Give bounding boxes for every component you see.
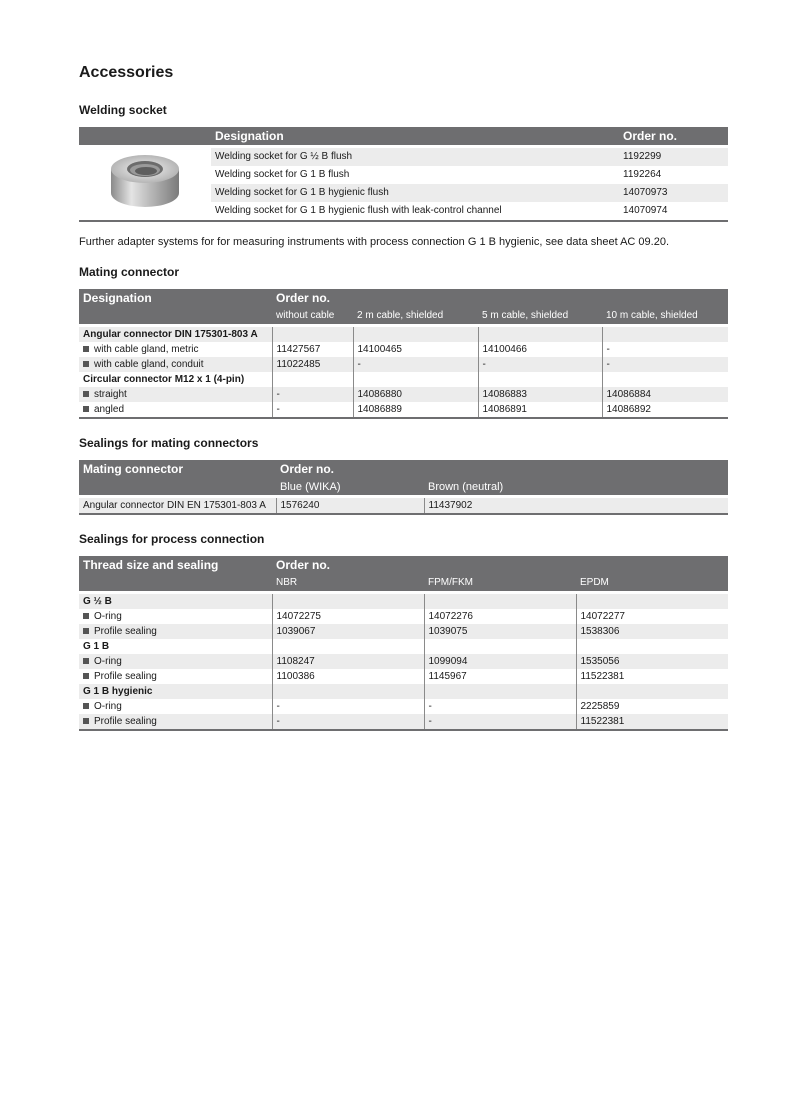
table-row: with cable gland, conduit 11022485 - - - (79, 357, 728, 372)
designation-header: Designation (79, 289, 272, 307)
bullet-icon (83, 406, 89, 412)
order-no-header: Order no. (619, 127, 728, 145)
image-header-cell (79, 127, 211, 145)
bullet-icon (83, 346, 89, 352)
group-row: G ½ B (79, 594, 728, 609)
table-row: Welding socket for G 1 B flush 1192264 (215, 169, 662, 180)
table-row: Welding socket for G 1 B hygienic flush with leak-control channel 14070974 (215, 205, 668, 216)
order-no-header: Order no. (276, 460, 728, 478)
mating-connector-heading: Mating connector (79, 265, 180, 279)
group-row: G 1 B hygienic (79, 684, 728, 699)
mating-connector-header: Mating connector (79, 460, 276, 478)
table-row: Angular connector DIN EN 175301-803 A 1576240 11437902 (79, 498, 728, 514)
table-row: Profile sealing 1100386 1145967 11522381 (79, 669, 728, 684)
table-row: O-ring 1108247 1099094 1535056 (79, 654, 728, 669)
group-row: Angular connector DIN 175301-803 A (79, 327, 728, 342)
bullet-icon (83, 361, 89, 367)
table-row: Profile sealing 1039067 1039075 1538306 (79, 624, 728, 639)
bullet-icon (83, 391, 89, 397)
group-row: G 1 B (79, 639, 728, 654)
welding-socket-table (79, 127, 728, 222)
sealings-process-table: Thread size and sealing Order no. NBR FPM/FKM EPDM G ½ B O-ring 14072275 14072276 14072277 Profile sealing 1039067 1039075 1538306 G 1 B O-ring 1108247 1099094 1535056 Profile sealing 1100386 1145967 11522381 G 1 B hygienic O-ring - - 2225859 Profile sealing - - 11522381 (79, 556, 728, 731)
bullet-icon (83, 673, 89, 679)
bullet-icon (83, 718, 89, 724)
table-row: O-ring - - 2225859 (79, 699, 728, 714)
table-row: Profile sealing - - 11522381 (79, 714, 728, 730)
designation-header: Designation (211, 127, 619, 145)
table-row: straight - 14086880 14086883 14086884 (79, 387, 728, 402)
order-no-header: Order no. (272, 556, 728, 574)
sealings-mating-heading: Sealings for mating connectors (79, 436, 259, 450)
table-row: with cable gland, metric 11427567 14100465 14100466 - (79, 342, 728, 357)
page (79, 60, 728, 731)
table-row: Welding socket for G ½ B flush 1192299 (79, 148, 728, 166)
mating-connector-table: Designation Order no. without cable 2 m cable, shielded 5 m cable, shielded 10 m cable, shielded Angular connector DIN 175301-803 A with cable gland, metric 11427567 14100465 14100466 - with cable gland, conduit 11022485 - - - Circular connector M12 x 1 (4-pin) straight - 14086880 14086883 14086884 angled - 14086889 14086891 14086892 (79, 289, 728, 419)
table-row: angled - 14086889 14086891 14086892 (79, 402, 728, 418)
order-no-header: Order no. (272, 289, 728, 307)
sealings-mating-table: Mating connector Order no. Blue (WIKA) Brown (neutral) Angular connector DIN EN 175301-803 A 1576240 11437902 (79, 460, 728, 515)
thread-size-header: Thread size and sealing (79, 556, 272, 574)
welding-socket-image (79, 148, 211, 220)
table-row: O-ring 14072275 14072276 14072277 (79, 609, 728, 624)
bullet-icon (83, 613, 89, 619)
bullet-icon (83, 628, 89, 634)
group-row: Circular connector M12 x 1 (4-pin) (79, 372, 728, 387)
welding-socket-heading: Welding socket (79, 103, 167, 117)
page-title: Accessories (79, 64, 174, 81)
adapter-note: Further adapter systems for for measuring instruments with process connection G 1 B hygienic, see data sheet AC 09.20. (79, 236, 670, 248)
sealings-process-heading: Sealings for process connection (79, 532, 265, 546)
bullet-icon (83, 658, 89, 664)
table-row: Welding socket for G 1 B hygienic flush 14070973 (79, 184, 728, 202)
bullet-icon (83, 703, 89, 709)
